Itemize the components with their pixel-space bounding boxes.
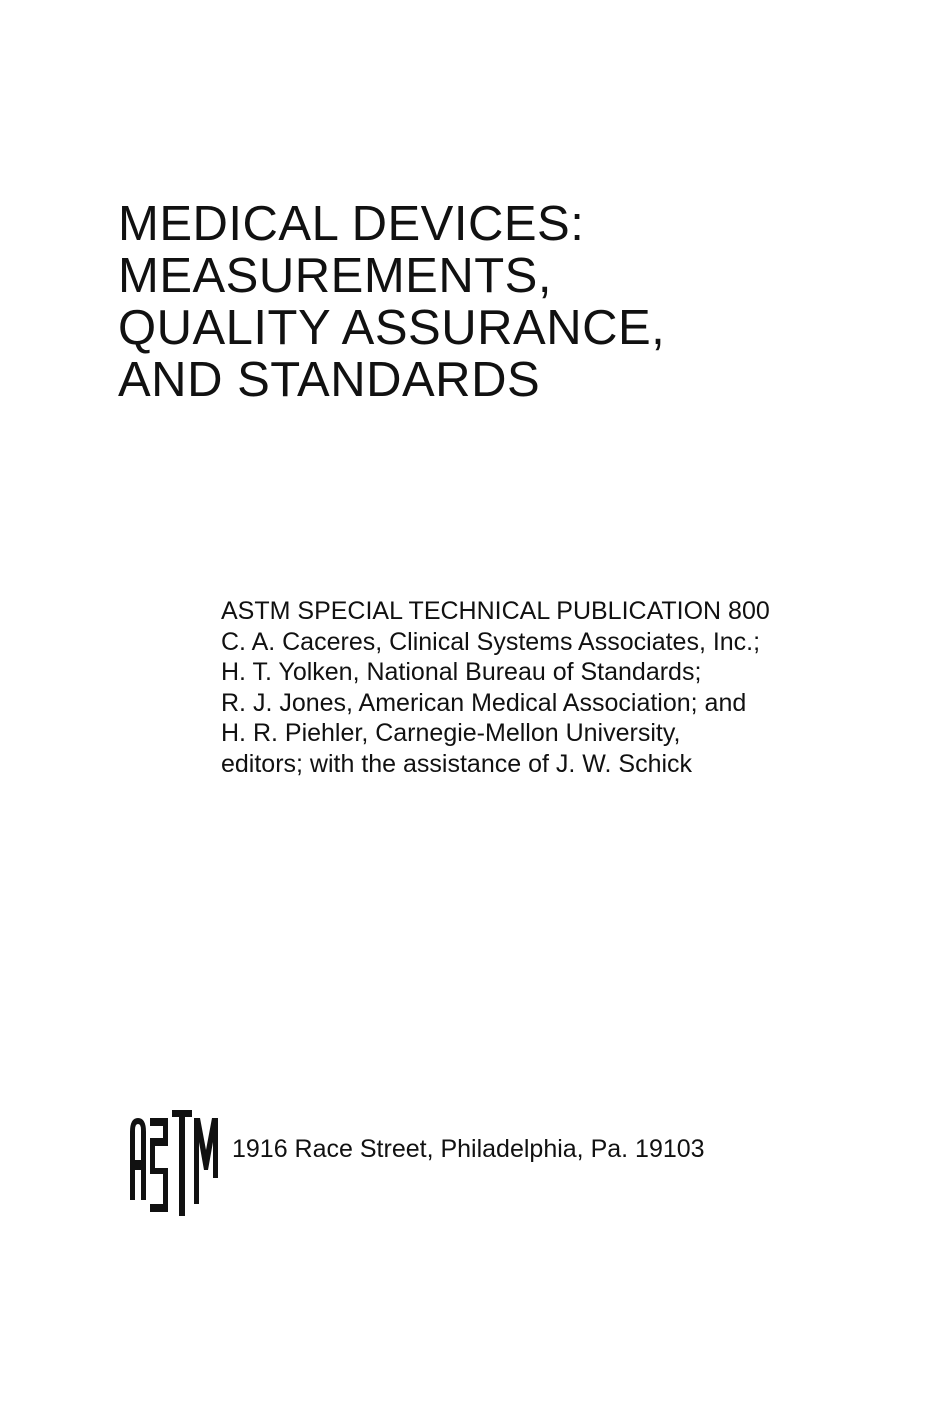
title-line-1: MEDICAL DEVICES: xyxy=(118,197,585,251)
editor-line-3: R. J. Jones, American Medical Association; and xyxy=(221,688,747,717)
editor-line-2: H. T. Yolken, National Bureau of Standards; xyxy=(221,658,702,687)
title-line-3: QUALITY ASSURANCE, xyxy=(118,301,666,355)
publisher-address: 1916 Race Street, Philadelphia, Pa. 19103 xyxy=(232,1135,705,1163)
title-line-4: AND STANDARDS xyxy=(118,353,541,407)
editor-line-5: editors; with the assistance of J. W. Schick xyxy=(221,749,693,778)
astm-logo-icon xyxy=(128,1108,220,1218)
title-line-2: MEASUREMENTS, xyxy=(118,249,552,303)
editor-line-1: C. A. Caceres, Clinical Systems Associates, Inc.; xyxy=(221,627,761,656)
book-title xyxy=(118,198,878,406)
publication-series: ASTM SPECIAL TECHNICAL PUBLICATION 800 xyxy=(221,597,770,625)
editor-line-4: H. R. Piehler, Carnegie-Mellon University, xyxy=(221,719,681,748)
publication-info xyxy=(221,596,901,780)
publisher-footer xyxy=(128,1108,828,1218)
